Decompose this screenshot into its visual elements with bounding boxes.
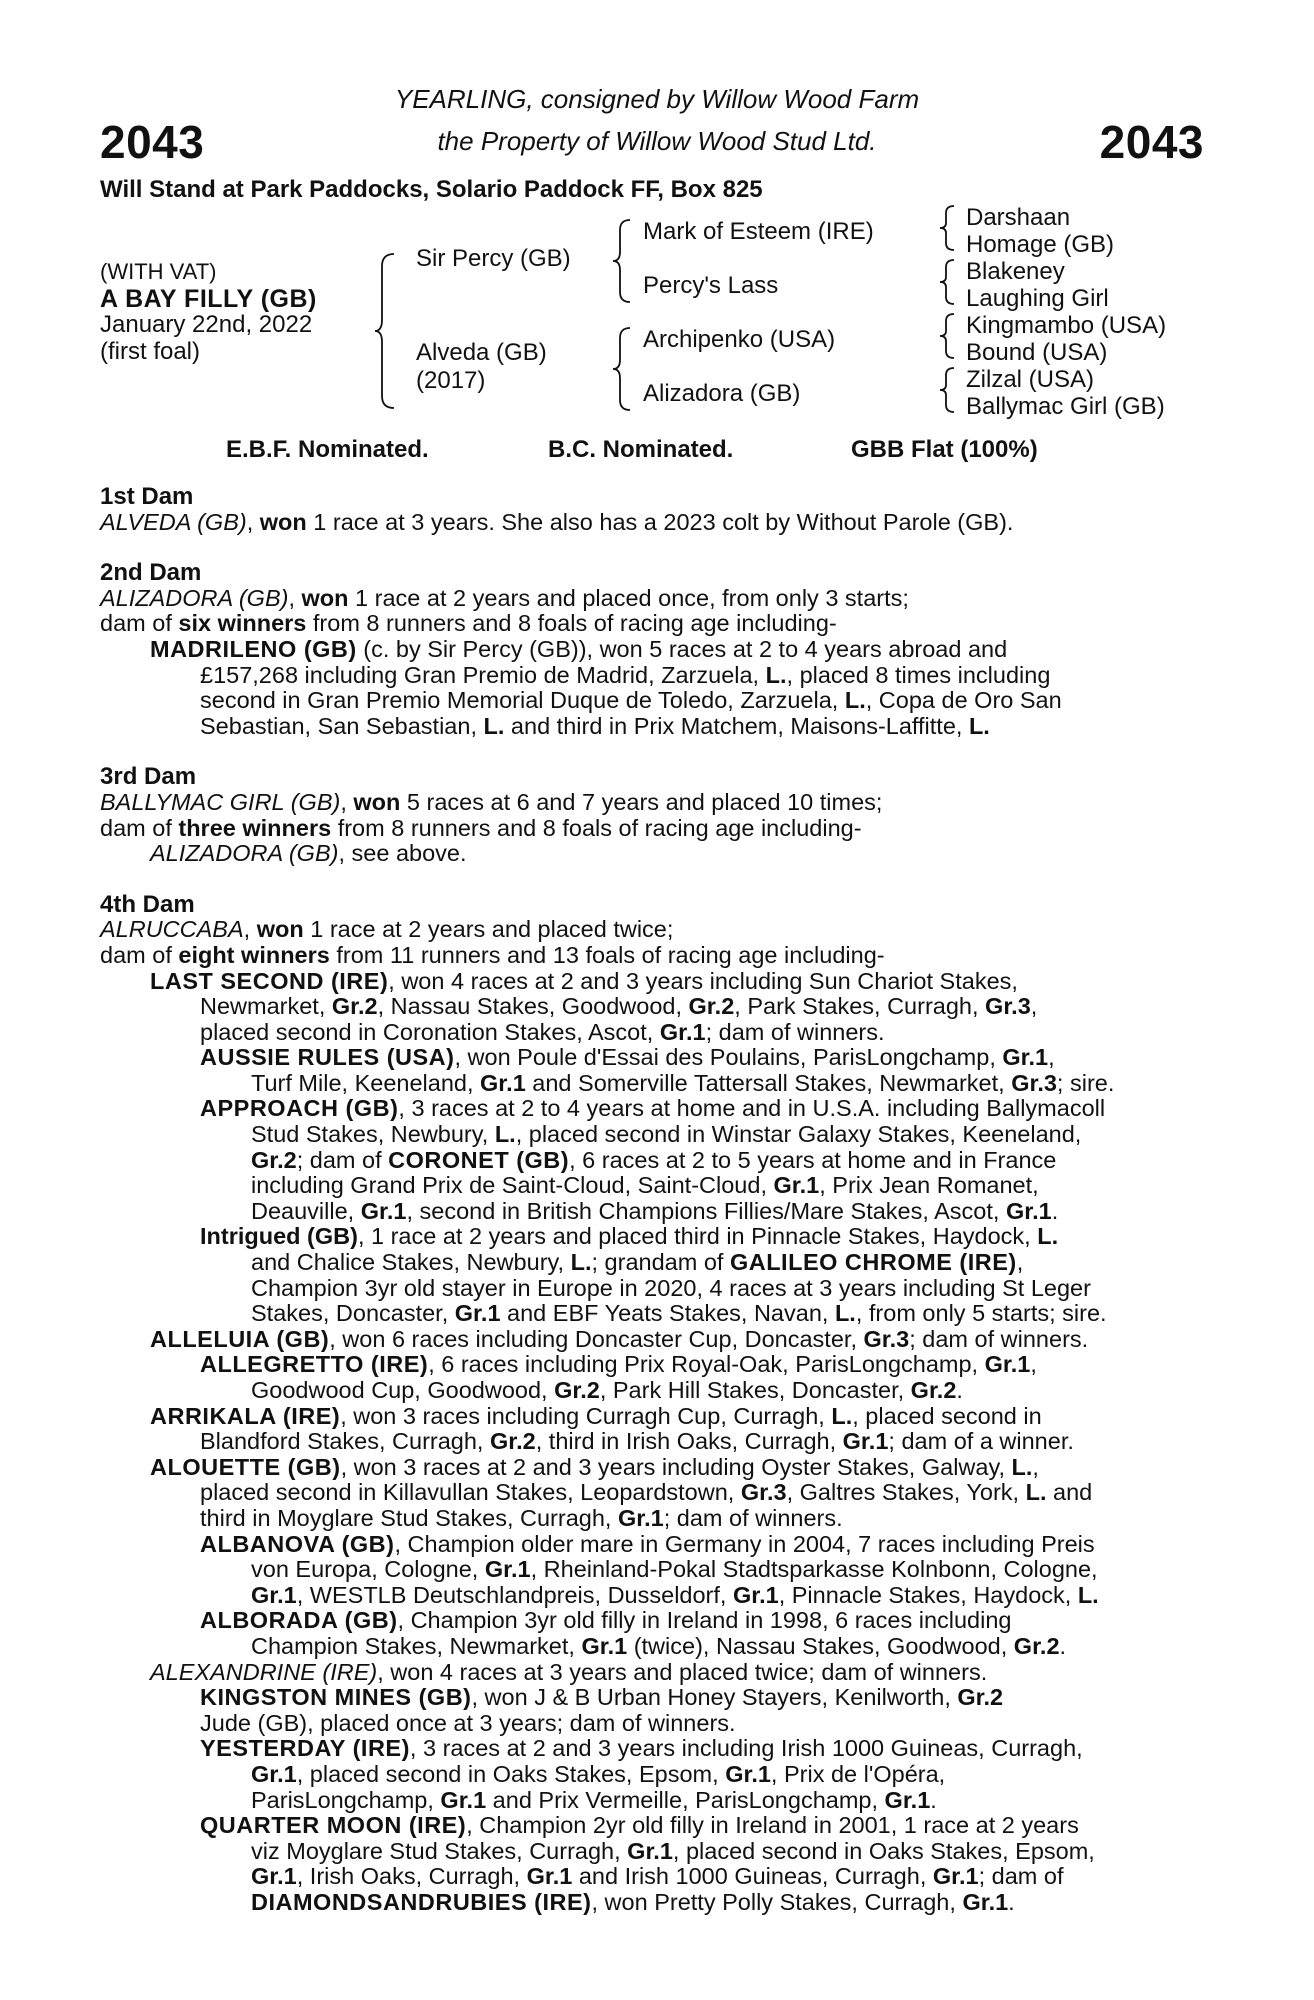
italic-name: ALIZADORA (GB): [100, 584, 289, 611]
text-run: and EBF Yeats Stakes, Navan,: [500, 1300, 835, 1327]
text-run: including Grand Prix de Saint-Cloud, Saint-Cloud,: [251, 1172, 774, 1199]
dam-heading: 3rd Dam: [100, 763, 197, 791]
text-line: [200, 663, 1204, 689]
bold-run: Gr.2: [251, 1146, 297, 1173]
horse-name: GALILEO CHROME (IRE): [729, 1249, 1017, 1276]
bold-run: Gr.1: [454, 1300, 501, 1327]
bold-run: L.: [844, 687, 866, 714]
text-run: ; dam of winners.: [705, 1018, 885, 1045]
text-run: , Park Stakes, Curragh,: [734, 993, 986, 1020]
dam-section: [100, 560, 1204, 739]
bold-run: won: [353, 788, 401, 815]
bold-run: Gr.1: [1002, 1044, 1049, 1071]
text-line: [200, 1506, 1204, 1532]
bold-run: Gr.1: [526, 1863, 573, 1890]
text-run: , 3 races at 2 and 3 years including Irish 1000 Guineas, Curragh,: [409, 1735, 1083, 1762]
brace-g3-4: [937, 366, 957, 414]
sire-dam: Percy's Lass: [643, 272, 779, 299]
text-line: [251, 1199, 1204, 1225]
horse-name: ALLELUIA (GB): [150, 1325, 330, 1352]
horse-name: MADRILENO (GB): [150, 635, 357, 662]
bold-run: Gr.3: [985, 993, 1031, 1020]
bold-run: Gr.2: [490, 1428, 536, 1455]
dam-dam: Alizadora (GB): [643, 380, 801, 407]
bold-run: Gr.1: [842, 1428, 889, 1455]
text-run: .: [930, 1786, 937, 1813]
text-run: , Champion 2yr old filly in Ireland in 2001, 1 race at 2 years: [466, 1812, 1079, 1839]
text-run: from 8 runners and 8 foals of racing age including-: [306, 610, 837, 637]
text-line: [200, 1532, 1204, 1558]
text-run: 1 race at 2 years and placed once, from only 3 starts;: [348, 584, 909, 611]
text-line: [100, 586, 1204, 612]
text-run: second in Gran Premio Memorial Duque de Toledo, Zarzuela,: [200, 687, 845, 714]
text-line: [100, 816, 1204, 842]
text-run: £157,268 including Gran Premio de Madrid, Zarzuela,: [200, 661, 766, 688]
text-run: ; dam of winners.: [909, 1325, 1089, 1352]
bold-run: Gr.1: [440, 1786, 487, 1813]
bold-run: won: [301, 584, 349, 611]
brace-g3-1: [937, 204, 957, 252]
ebf-nomination: E.B.F. Nominated.: [226, 436, 429, 463]
dam-name: Alveda (GB): [416, 339, 547, 366]
horse-name: LAST SECOND (IRE): [150, 967, 389, 994]
text-run: , WESTLB Deutschlandpreis, Dusseldorf,: [296, 1581, 733, 1608]
stand-location: Will Stand at Park Paddocks, Solario Paddock FF, Box 825: [100, 176, 763, 203]
g3-5: Kingmambo (USA): [966, 312, 1167, 339]
horse-name: ALBANOVA (GB): [200, 1530, 395, 1557]
text-run: , Pinnacle Stakes, Haydock,: [778, 1581, 1078, 1608]
text-run: , placed second in Winstar Galaxy Stakes, Keeneland,: [515, 1121, 1082, 1148]
text-run: ; grandam of: [591, 1249, 730, 1276]
horse-name: ALLEGRETTO (IRE): [200, 1351, 429, 1378]
dam-year: (2017): [416, 367, 486, 394]
text-line: [200, 1352, 1204, 1378]
text-run: , won 3 races including Curragh Cup, Curragh,: [340, 1402, 832, 1429]
brace-dam: [610, 326, 634, 412]
bold-run: Gr.1: [732, 1581, 779, 1608]
text-run: dam of: [100, 941, 179, 968]
text-line: [200, 994, 1204, 1020]
text-run: , Galtres Stakes, York,: [786, 1479, 1026, 1506]
text-run: and third in Prix Matchem, Maisons-Laffitte,: [504, 712, 969, 739]
horse-name: CORONET (GB): [388, 1146, 570, 1173]
bold-run: Gr.1: [659, 1018, 706, 1045]
text-run: , won 4 races at 2 and 3 years including Sun Chariot Stakes,: [388, 967, 1018, 994]
text-run: , Irish Oaks, Curragh,: [296, 1863, 527, 1890]
text-line: [150, 1660, 1204, 1686]
text-line: [251, 1557, 1204, 1583]
bold-run: Gr.2: [1013, 1632, 1060, 1659]
vat-note: (WITH VAT): [100, 259, 217, 284]
text-run: , placed second in Oaks Stakes, Epsom,: [672, 1837, 1095, 1864]
text-run: ParisLongchamp,: [251, 1786, 441, 1813]
property-line: the Property of Willow Wood Stud Ltd.: [437, 126, 877, 156]
text-line: [200, 1429, 1204, 1455]
gbb-flat: GBB Flat (100%): [851, 436, 1038, 463]
bold-run: Gr.1: [617, 1504, 664, 1531]
text-run: , 1 race at 2 years and placed third in Pinnacle Stakes, Haydock,: [357, 1223, 1038, 1250]
lot-number-right: 2043: [1099, 116, 1204, 168]
text-run: dam of: [100, 610, 179, 637]
text-run: , won Pretty Polly Stakes, Curragh,: [591, 1888, 963, 1915]
text-line: [100, 917, 1204, 943]
dam-heading: 4th Dam: [100, 890, 195, 918]
text-run: , won J & B Urban Honey Stayers, Kenilworth,: [471, 1684, 958, 1711]
text-line: [100, 611, 1204, 637]
text-run: dam of: [100, 814, 179, 841]
bold-run: L.: [570, 1249, 592, 1276]
text-run: Stakes, Doncaster,: [251, 1300, 455, 1327]
text-run: placed second in Killavullan Stakes, Leopardstown,: [200, 1479, 741, 1506]
text-line: [200, 1020, 1204, 1046]
bold-run: L.: [1011, 1453, 1033, 1480]
text-line: [200, 1045, 1204, 1071]
text-run: , Nassau Stakes, Goodwood,: [377, 993, 689, 1020]
text-run: , 6 races including Prix Royal-Oak, ParisLongchamp,: [428, 1351, 985, 1378]
text-line: [251, 1634, 1204, 1660]
italic-name: ALRUCCABA: [100, 916, 244, 943]
text-run: Champion 3yr old stayer in Europe in 2020, 4 races at 3 years including St Leger: [251, 1274, 1091, 1301]
text-run: , won 4 races at 3 years and placed twice; dam of winners.: [377, 1658, 988, 1685]
text-run: viz Moyglare Stud Stakes, Curragh,: [251, 1837, 628, 1864]
text-run: Stud Stakes, Newbury,: [251, 1121, 495, 1148]
bold-run: Gr.3: [740, 1479, 787, 1506]
horse-name: ALOUETTE (GB): [150, 1453, 341, 1480]
horse-name: YESTERDAY (IRE): [200, 1735, 410, 1762]
bold-run: Gr.1: [251, 1863, 297, 1890]
text-run: , third in Irish Oaks, Curragh,: [535, 1428, 843, 1455]
text-run: ,: [246, 508, 260, 535]
text-line: [150, 841, 1204, 867]
dam-heading: 1st Dam: [100, 483, 194, 510]
italic-name: BALLYMAC GIRL (GB): [100, 788, 341, 815]
bold-run: eight winners: [178, 941, 330, 968]
foaling-date: January 22nd, 2022: [100, 311, 313, 338]
bold-run: Gr.1: [725, 1760, 771, 1787]
text-run: Deauville,: [251, 1197, 361, 1224]
text-line: [100, 790, 1204, 816]
bold-run: Gr.3: [1011, 1069, 1057, 1096]
bold-run: Gr.1: [360, 1197, 407, 1224]
text-run: .: [1059, 1632, 1067, 1659]
bold-run: L.: [834, 1300, 856, 1327]
text-line: [251, 1250, 1204, 1276]
sire-sire: Mark of Esteem (IRE): [643, 218, 874, 245]
text-line: [200, 1480, 1204, 1506]
italic-name: ALEXANDRINE (IRE): [150, 1658, 378, 1685]
text-run: and: [1046, 1479, 1093, 1506]
bold-run: Gr.2: [331, 993, 378, 1020]
bold-run: L.: [494, 1121, 516, 1148]
text-line: [150, 1327, 1204, 1353]
text-line: [150, 969, 1204, 995]
bc-nomination: B.C. Nominated.: [548, 436, 734, 463]
bold-run: Gr.2: [910, 1377, 957, 1403]
text-run: , 6 races at 2 to 5 years at home and in France: [569, 1146, 1057, 1173]
text-run: ,: [1032, 1453, 1039, 1480]
text-line: [251, 1583, 1204, 1609]
g3-8: Ballymac Girl (GB): [966, 393, 1165, 420]
bold-run: Gr.1: [932, 1863, 979, 1890]
bold-run: L.: [831, 1402, 853, 1429]
dam-section: [100, 484, 1204, 535]
text-run: third in Moyglare Stud Stakes, Curragh,: [200, 1504, 618, 1531]
text-run: placed second in Coronation Stakes, Ascot,: [200, 1018, 660, 1045]
text-run: 1 race at 3 years. She also has a 2023 colt by Without Parole (GB).: [306, 508, 1014, 535]
text-run: (twice), Nassau Stakes, Goodwood,: [627, 1632, 1014, 1659]
text-run: ,: [1030, 993, 1038, 1020]
text-line: [200, 714, 1204, 740]
bold-run: L.: [483, 712, 505, 739]
text-line: [251, 1071, 1204, 1097]
g3-7: Zilzal (USA): [966, 366, 1095, 393]
text-line: [251, 1301, 1204, 1327]
brace-main: [372, 252, 398, 410]
g3-4: Laughing Girl: [966, 285, 1109, 312]
text-run: , Champion older mare in Germany in 2004, 7 races including Preis: [394, 1530, 1095, 1557]
horse-name: KINGSTON MINES (GB): [200, 1684, 472, 1711]
text-run: Sebastian, San Sebastian,: [200, 712, 484, 739]
dam-section: [100, 764, 1204, 866]
text-run: , placed second in: [852, 1402, 1042, 1429]
bold-run: Gr.1: [962, 1888, 1009, 1915]
brace-g3-3: [937, 312, 957, 360]
bold-run: Gr.1: [581, 1632, 628, 1659]
dam-sections: [100, 484, 1204, 1915]
text-run: ; dam of winners.: [663, 1504, 843, 1531]
text-run: von Europa, Cologne,: [251, 1556, 485, 1583]
text-line: [251, 1378, 1204, 1404]
text-run: , won Poule d'Essai des Poulains, ParisLongchamp,: [454, 1044, 1003, 1071]
italic-name: ALVEDA (GB): [100, 508, 247, 535]
bold-run: Gr.2: [688, 993, 735, 1020]
text-run: , Prix de l'Opéra,: [770, 1760, 946, 1787]
bold-run: Intrigued (GB): [200, 1223, 358, 1250]
text-run: and Prix Vermeille, ParisLongchamp,: [486, 1786, 885, 1813]
text-run: ; sire.: [1056, 1069, 1115, 1096]
horse-name: ALBORADA (GB): [200, 1607, 398, 1634]
text-run: ,: [1030, 1351, 1037, 1378]
g3-6: Bound (USA): [966, 339, 1108, 366]
bold-run: six winners: [178, 610, 307, 637]
text-line: [251, 1890, 1204, 1916]
text-run: , placed second in Oaks Stakes, Epsom,: [296, 1760, 726, 1787]
text-line: [200, 688, 1204, 714]
bold-run: Gr.2: [957, 1684, 1004, 1711]
text-run: .: [1051, 1197, 1059, 1224]
text-line: [200, 1736, 1204, 1762]
bold-run: Gr.2: [554, 1377, 600, 1403]
text-run: ,: [288, 584, 302, 611]
text-run: ; dam of a winner.: [888, 1428, 1074, 1455]
text-line: [200, 1096, 1204, 1122]
text-line: [100, 943, 1204, 969]
text-line: [150, 637, 1204, 663]
bold-run: Gr.1: [884, 1786, 931, 1813]
dam-sire: Archipenko (USA): [643, 326, 836, 353]
text-run: , Prix Jean Romanet,: [819, 1172, 1039, 1199]
bold-run: Gr.1: [480, 1069, 526, 1096]
italic-name: ALIZADORA (GB): [150, 840, 339, 867]
text-run: , Park Hill Stakes, Doncaster,: [599, 1377, 911, 1403]
text-line: [150, 1455, 1204, 1481]
text-line: [251, 1122, 1204, 1148]
horse-name: DIAMONDSANDRUBIES (IRE): [251, 1888, 592, 1915]
text-run: ,: [243, 916, 257, 943]
text-run: , from only 5 starts; sire.: [855, 1300, 1107, 1327]
bold-run: Gr.1: [984, 1351, 1031, 1378]
bold-run: L.: [1037, 1223, 1059, 1250]
text-run: ; dam of: [978, 1863, 1064, 1890]
text-run: ,: [340, 788, 354, 815]
text-run: from 11 runners and 13 foals of racing age including-: [329, 941, 885, 968]
bold-run: L.: [1025, 1479, 1047, 1506]
text-line: [200, 1608, 1204, 1634]
text-run: and Irish 1000 Guineas, Curragh,: [572, 1863, 933, 1890]
text-line: [150, 1404, 1204, 1430]
text-run: , won 3 races at 2 and 3 years including Oyster Stakes, Galway,: [340, 1453, 1012, 1480]
bold-run: Gr.1: [251, 1760, 297, 1787]
text-line: [251, 1839, 1204, 1865]
bold-run: Gr.1: [484, 1556, 531, 1583]
text-run: , Rheinland-Pokal Stadtsparkasse Kolnbonn, Cologne,: [530, 1556, 1098, 1583]
dam-section: [100, 892, 1204, 1916]
text-run: Blandford Stakes, Curragh,: [200, 1428, 490, 1455]
text-run: .: [1008, 1888, 1015, 1915]
horse-name: QUARTER MOON (IRE): [200, 1812, 467, 1839]
text-line: [251, 1173, 1204, 1199]
text-run: Jude (GB), placed once at 3 years; dam of winners.: [200, 1709, 736, 1736]
text-run: ,: [1048, 1044, 1055, 1071]
g3-3: Blakeney: [966, 258, 1065, 285]
g3-1: Darshaan: [966, 204, 1071, 231]
consignment-line: YEARLING, consigned by Willow Wood Farm: [394, 84, 920, 114]
text-run: Goodwood Cup, Goodwood,: [251, 1377, 555, 1403]
text-run: Turf Mile, Keeneland,: [251, 1069, 481, 1096]
brace-sire: [610, 218, 634, 304]
bold-run: L.: [968, 712, 990, 739]
text-line: [200, 1685, 1204, 1711]
text-run: , second in British Champions Fillies/Mare Stakes, Ascot,: [406, 1197, 1006, 1224]
lot-title: A BAY FILLY (GB): [100, 285, 317, 313]
bold-run: three winners: [178, 814, 332, 841]
text-run: , Copa de Oro San: [865, 687, 1062, 714]
text-run: from 8 runners and 8 foals of racing age including-: [331, 814, 862, 841]
text-line: [251, 1276, 1204, 1302]
text-line: [200, 1711, 1204, 1737]
text-run: , won 6 races including Doncaster Cup, Doncaster,: [329, 1325, 864, 1352]
bold-run: Gr.1: [251, 1581, 297, 1608]
foal-note: (first foal): [100, 338, 201, 365]
lot-number-left: 2043: [100, 116, 205, 168]
text-run: (c. by Sir Percy (GB)), won 5 races at 2 to 4 years abroad and: [356, 635, 1008, 662]
text-run: ,: [1016, 1249, 1024, 1276]
brace-g3-2: [937, 258, 957, 306]
horse-name: ARRIKALA (IRE): [150, 1402, 341, 1429]
text-line: [251, 1788, 1204, 1814]
dam-heading: 2nd Dam: [100, 559, 202, 587]
text-run: , see above.: [338, 840, 467, 867]
g3-2: Homage (GB): [966, 231, 1115, 258]
text-run: and Chalice Stakes, Newbury,: [251, 1249, 571, 1276]
bold-run: L.: [1077, 1581, 1099, 1608]
text-run: 1 race at 2 years and placed twice;: [303, 916, 674, 943]
text-line: [100, 510, 1204, 536]
text-run: Newmarket,: [200, 993, 332, 1020]
horse-name: APPROACH (GB): [200, 1095, 399, 1122]
bold-run: won: [256, 916, 304, 943]
text-run: and Somerville Tattersall Stakes, Newmarket,: [525, 1069, 1012, 1096]
bold-run: Gr.1: [627, 1837, 673, 1864]
text-line: [251, 1864, 1204, 1890]
bold-run: Gr.1: [1005, 1197, 1052, 1224]
bold-run: L.: [765, 661, 787, 688]
text-run: , 3 races at 2 to 4 years at home and in U.S.A. including Ballymacoll: [398, 1095, 1106, 1122]
text-run: , placed 8 times including: [786, 661, 1051, 688]
text-line: [251, 1762, 1204, 1788]
text-run: , Champion 3yr old filly in Ireland in 1998, 6 races including: [397, 1607, 1012, 1634]
text-run: .: [956, 1377, 963, 1403]
text-line: [251, 1148, 1204, 1174]
text-run: Champion Stakes, Newmarket,: [251, 1632, 582, 1659]
text-run: ; dam of: [296, 1146, 389, 1173]
sire-name: Sir Percy (GB): [416, 245, 571, 272]
bold-run: won: [259, 508, 307, 535]
text-run: 5 races at 6 and 7 years and placed 10 times;: [400, 788, 883, 815]
text-line: [200, 1813, 1204, 1839]
text-line: [200, 1224, 1204, 1250]
horse-name: AUSSIE RULES (USA): [200, 1044, 455, 1071]
bold-run: Gr.1: [773, 1172, 820, 1199]
bold-run: Gr.3: [863, 1325, 910, 1352]
